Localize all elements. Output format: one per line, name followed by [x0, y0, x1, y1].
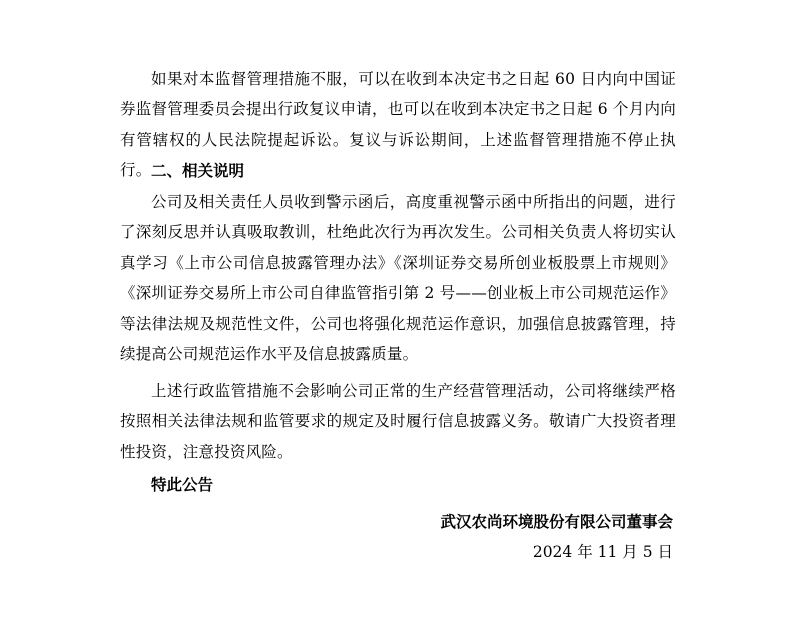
closing-announcement: 特此公告 [151, 476, 214, 494]
signature-date: 2024 年 11 月 5 日 [532, 543, 673, 561]
paragraph-impact-statement: 上述行政监管措施不会影响公司正常的生产经营管理活动，公司将继续严格按照相关法律法规和监管要求的规定及时履行信息披露义务。敬请广大投资者理性投资，注意投资风险。 [120, 382, 676, 461]
signature-company: 武汉农尚环境股份有限公司董事会 [440, 513, 673, 531]
paragraph-appeal-rights: 如果对本监督管理措施不服，可以在收到本决定书之日起 60 日内向中国证券监督管理委员会提出行政复议申请，也可以在收到本决定书之日起 6 个月内向有管辖权的人民法院提起诉讼。复议与诉讼期间，上述监督管理措施不停止执行。 [120, 70, 676, 180]
section-heading-related-explanation: 二、相关说明 [151, 162, 245, 180]
paragraph-company-response: 公司及相关责任人员收到警示函后，高度重视警示函中所指出的问题，进行了深刻反思并认真吸取教训，杜绝此次行为再次发生。公司相关负责人将切实认真学习《上市公司信息披露管理办法》《深圳证券交易所创业板股票上市规则》《深圳证券交易所上市公司自律监管指引第 2 号——创业板上市公司规范运作》等法律法规及规范性文件，公司也将强化规范运作意识，加强信息披露管理，持续提高公司规范运作水平及信息披露质量。 [120, 193, 676, 364]
